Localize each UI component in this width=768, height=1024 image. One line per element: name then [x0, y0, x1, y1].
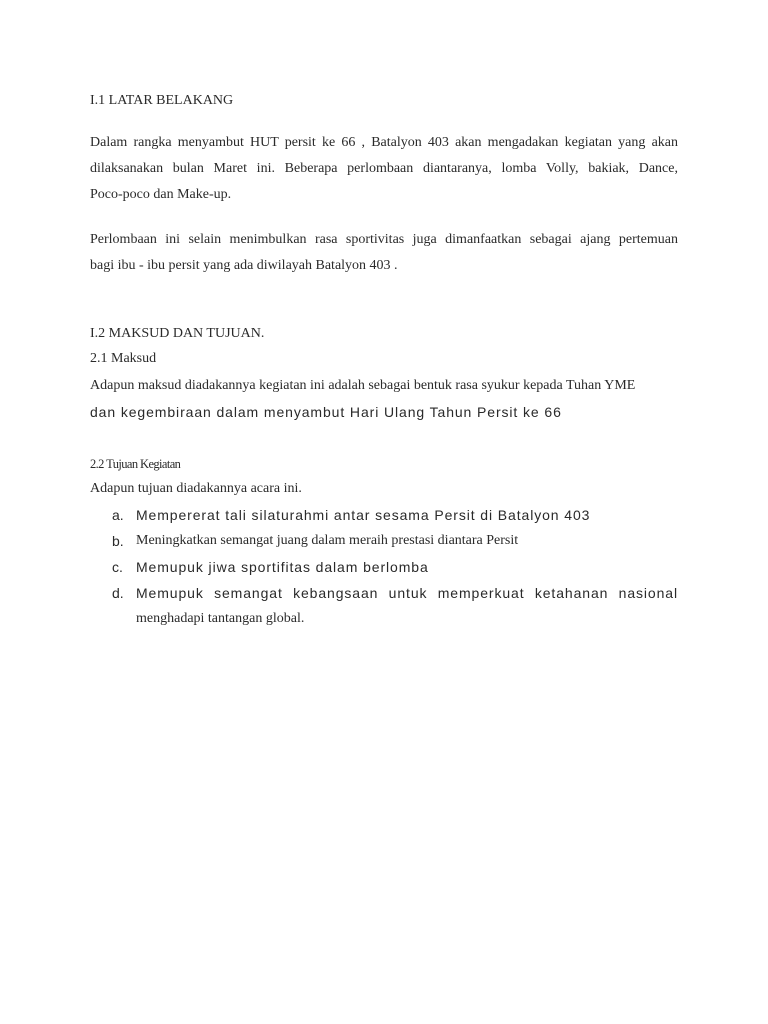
maksud-line-1: Adapun maksud diadakannya kegiatan ini adalah sebagai bentuk rasa syukur kepada Tuhan YME [90, 378, 636, 393]
latar-paragraph-1-line-3: Poco-poco dan Make-up. [90, 187, 232, 202]
section-2-heading: I.2 MAKSUD DAN TUJUAN. [90, 326, 265, 341]
list-item-d-continuation: menghadapi tantangan global. [136, 611, 305, 626]
list-item-b-text: Meningkatkan semangat juang dalam meraih prestasi diantara Persit [136, 533, 519, 548]
tujuan-heading: 2.2 Tujuan Kegiatan [90, 457, 181, 471]
latar-paragraph-1-line-2: dilaksanakan bulan Maret ini. Beberapa perlombaan diantaranya, lomba Volly, bakiak, Dance, [90, 161, 678, 176]
latar-paragraph-1-line-1: Dalam rangka menyambut HUT persit ke 66 , Batalyon 403 akan mengadakan kegiatan yang akan [90, 135, 678, 150]
list-item-d-marker: d. [112, 585, 124, 601]
list-item-a-marker: a. [112, 507, 124, 523]
list-item-b-marker: b. [112, 533, 124, 549]
section-1-heading: I.1 LATAR BELAKANG [90, 93, 234, 108]
list-item-d-text: Memupuk semangat kebangsaan untuk memperkuat ketahanan nasional [136, 585, 678, 601]
list-item-c-marker: c. [112, 559, 123, 575]
latar-paragraph-2-line-1: Perlombaan ini selain menimbulkan rasa sportivitas juga dimanfaatkan sebagai ajang pertemuan [90, 232, 678, 247]
maksud-line-2: dan kegembiraan dalam menyambut Hari Ulang Tahun Persit ke 66 [90, 404, 562, 420]
list-item-c-text: Memupuk jiwa sportifitas dalam berlomba [136, 559, 429, 575]
tujuan-intro: Adapun tujuan diadakannya acara ini. [90, 481, 302, 496]
latar-paragraph-2-line-2: bagi ibu - ibu persit yang ada diwilayah Batalyon 403 . [90, 258, 398, 273]
list-item-a-text: Mempererat tali silaturahmi antar sesama Persit di Batalyon 403 [136, 507, 591, 523]
maksud-heading: 2.1 Maksud [90, 351, 157, 366]
